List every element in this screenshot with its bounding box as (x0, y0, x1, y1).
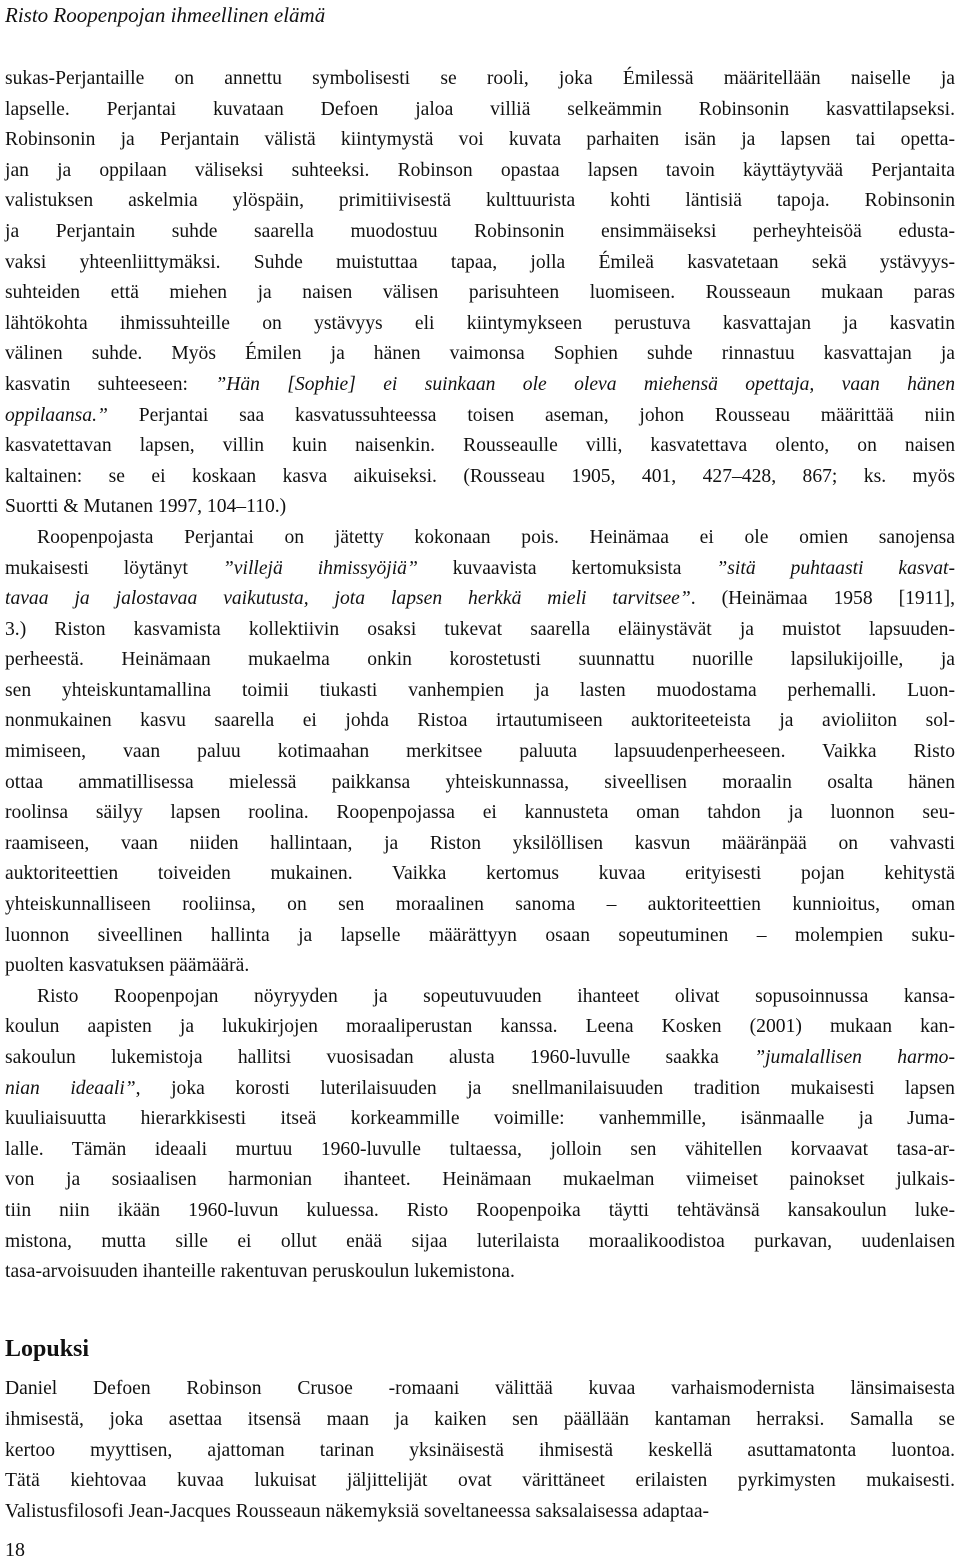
paragraph (5, 64, 955, 523)
text-line (5, 921, 955, 952)
italic-run: oppilaansa.” (5, 404, 108, 426)
text-line (5, 554, 955, 585)
text-run: sen yhteiskuntamallina toimii tiukasti vanhempien ja lasten muodostama perhemalli. Luon- (5, 679, 955, 701)
page-body (5, 64, 955, 1527)
text-line (5, 370, 955, 401)
text-line (5, 1257, 955, 1288)
text-run: nonmukainen kasvu saarella ei johda Ristoa irtautumiseen auktoriteeteista ja avioliiton sol- (5, 710, 955, 732)
text-run: luonnon siveellinen hallinta ja lapselle määrättyyn osaan sopeutuminen – molempien suku- (5, 924, 955, 946)
text-line (5, 339, 955, 370)
text-line (5, 125, 955, 156)
text-run: lalle. Tämän ideaali murtuu 1960-luvulle tultaessa, jolloin sen vähitellen korvaavat tasa-ar- (5, 1138, 955, 1160)
text-run: ihmisestä, joka asettaa itsensä maan ja kaiken sen päällään kantaman herraksi. Samalla se (5, 1408, 955, 1430)
text-run: roolinsa säilyy lapsen roolina. Roopenpojassa ei kannusteta oman tahdon ja luonnon seu- (5, 802, 955, 824)
text-line (5, 1466, 955, 1497)
text-run: suhteiden että miehen ja naisen välisen parisuhteen luomiseen. Rousseaun mukaan paras (5, 282, 955, 304)
text-run: jan ja oppilaan väliseksi suhteeksi. Robinson opastaa lapsen tavoin käyttäytyvää Perjantaita (5, 159, 955, 181)
text-line (5, 1043, 955, 1074)
text-line (5, 401, 955, 432)
text-run: Daniel Defoen Robinson Crusoe -romaani välittää kuvaa varhaismodernista länsimaisesta (5, 1378, 955, 1400)
text-line (5, 1405, 955, 1436)
text-run: Valistusfilosofi Jean-Jacques Rousseaun näkemyksiä soveltaneessa saksalaisessa adaptaa- (5, 1500, 710, 1522)
text-line (5, 1012, 955, 1043)
italic-run: ”Hän [Sophie] ei suinkaan ole oleva miehensä opettaja, vaan hänen (215, 373, 955, 395)
text-run: ottaa ammatillisessa mielessä paikkansa yhteiskunnassa, siveellisen moraalin osalta hänen (5, 771, 955, 793)
text-run: , joka korosti luterilaisuuden ja snellmanilaisuuden tradition mukaisesti lapsen (135, 1077, 955, 1099)
text-line (5, 768, 955, 799)
text-run: . (Heinämaa 1958 [1911], (690, 588, 955, 610)
text-run: Robinsonin ja Perjantain välistä kiintymystä voi kuvata parhaiten isän ja lapsen tai opetta- (5, 129, 955, 151)
text-run: kuvaavista kertomuksista (417, 557, 717, 579)
text-run: kertoo myyttisen, ajattoman tarinan yksinäisestä ihmisestä keskellä asuttamatonta luontoa. (5, 1439, 955, 1461)
text-line (5, 859, 955, 890)
text-line (5, 64, 955, 95)
text-line (5, 278, 955, 309)
text-run: Tätä kiehtovaa kuvaa lukuisat jäljittelijät ovat värittäneet erilaisten pyrkimysten mukaisesti. (5, 1470, 955, 1492)
text-run: Roopenpojasta Perjantai on jätetty kokonaan pois. Heinämaa ei ole omien sanojensa (37, 526, 955, 548)
text-run: 3.) Riston kasvamista kollektiivin osaksi tukevat saarella eläinystävät ja muistot lapsuuden- (5, 618, 955, 640)
text-line (5, 156, 955, 187)
text-run: tasa-arvoisuuden ihanteille rakentuvan peruskoulun lukemistona. (5, 1261, 515, 1283)
text-line (5, 523, 955, 554)
text-line (5, 737, 955, 768)
text-run: perheestä. Heinämaan mukaelma onkin korostetusti suunnattu nuorille lapsilukijoille, ja (5, 649, 955, 671)
text-line (5, 1196, 955, 1227)
text-run: mimiseen, vaan paluu kotimaahan merkitsee paluuta lapsuudenperheeseen. Vaikka Risto (5, 741, 955, 763)
text-line (5, 431, 955, 462)
spacer (5, 1288, 955, 1319)
text-run: yhteiskunnalliseen rooliinsa, on sen moraalinen sanoma – auktoriteettien kunnioitus, oman (5, 894, 955, 916)
text-line (5, 798, 955, 829)
italic-run: nian ideaali” (5, 1077, 136, 1099)
text-line (5, 1104, 955, 1135)
text-line (5, 1374, 955, 1405)
text-run: ja Perjantain suhde saarella muodostuu Robinsonin ensimmäiseksi perheyhteisöä edusta- (5, 220, 955, 242)
text-line (5, 186, 955, 217)
page-number: 18 (5, 1539, 25, 1561)
paragraph (5, 1374, 955, 1527)
text-line (5, 1165, 955, 1196)
text-run: sakoulun lukemistoja hallitsi vuosisadan alusta 1960-luvulle saakka (5, 1047, 755, 1068)
text-run: kasvatin suhteeseen: (5, 373, 216, 395)
text-line (5, 1497, 955, 1528)
text-line (5, 462, 955, 493)
text-run: sukas-Perjantaille on annettu symbolisesti se rooli, joka Émilessä määritellään naiselle ja (5, 68, 955, 89)
text-line (5, 584, 955, 615)
text-line (5, 676, 955, 707)
text-line (5, 492, 955, 523)
text-line (5, 95, 955, 126)
text-run: mukaisesti löytänyt (5, 557, 223, 579)
italic-run: ”sitä puhtaasti kasvat- (716, 557, 956, 579)
text-line (5, 1074, 955, 1105)
text-line (5, 706, 955, 737)
text-run: auktoriteettien toiveiden mukainen. Vaikka kertomus kuvaa erityisesti pojan kehitystä (5, 863, 955, 885)
text-run: valistuksen askelmia ylöspäin, primitiivisestä kulttuurista kohti läntisiä tapoja. Robinsonin (5, 190, 955, 212)
text-run: Suortti & Mutanen 1997, 104–110.) (5, 496, 287, 518)
text-run: Risto Roopenpojan nöyryyden ja sopeutuvuuden ihanteet olivat sopusoinnussa kansa- (37, 985, 955, 1007)
text-line (5, 1227, 955, 1258)
text-line (5, 645, 955, 676)
text-run: lapselle. Perjantai kuvataan Defoen jaloa villiä selkeämmin Robinsonin kasvattilapseksi. (5, 98, 955, 120)
text-run: kasvatettavan lapsen, villin kuin naisenkin. Rousseaulle villi, kasvatettava olento, on naisen (5, 435, 955, 457)
text-run: mistona, mutta sille ei ollut enää sijaa luterilaista moraalikoodistoa purkavan, uudenlaisen (5, 1230, 955, 1252)
section-heading: Lopuksi (5, 1336, 90, 1363)
text-line (5, 1135, 955, 1166)
text-run: välinen suhde. Myös Émilen ja hänen vaimonsa Sophien suhde rinnastuu kasvattajan ja (5, 343, 955, 365)
text-run: vaksi yhteenliittymäksi. Suhde muistuttaa tapaa, jolla Émileä kasvatetaan sekä ystävyys- (5, 251, 955, 273)
text-line (5, 951, 955, 982)
paragraph (5, 523, 955, 982)
text-line (5, 217, 955, 248)
text-line (5, 248, 955, 279)
italic-run: ”villejä ihmissyöjiä” (222, 557, 418, 579)
text-run: koulun aapisten ja lukukirjojen moraaliperustan kanssa. Leena Kosken (2001) mukaan kan- (5, 1016, 955, 1038)
text-run: lähtökohta ihmissuhteille on ystävyys eli kiintymykseen perustuva kasvattajan ja kasvatin (5, 312, 955, 334)
paragraph (5, 982, 955, 1288)
text-line (5, 890, 955, 921)
text-run: kuuliaisuutta hierarkkisesti itseä korkeammille voimille: vanhemmille, isänmaalle ja Juma- (5, 1108, 955, 1130)
text-run: Perjantai saa kasvatussuhteessa toisen aseman, johon Rousseau määrittää niin (107, 404, 955, 426)
text-run: von ja sosiaalisen harmonian ihanteet. Heinämaan mukaelman viimeiset painokset julkais- (5, 1169, 955, 1191)
text-run: tiin niin ikään 1960-luvun kuluessa. Risto Roopenpoika täytti tehtävänsä kansakoulun luke- (5, 1199, 955, 1221)
text-line (5, 615, 955, 646)
text-run: raamiseen, vaan niiden hallintaan, ja Riston yksilöllisen kasvun määränpää on vahvasti (5, 832, 955, 854)
italic-run: tavaa ja jalostavaa vaikutusta, jota lapsen herkkä mieli tarvitsee” (5, 588, 691, 610)
text-run: kaltainen: se ei koskaan kasva aikuiseksi. (Rousseau 1905, 401, 427–428, 867; ks. myös (5, 465, 955, 487)
text-line (5, 1436, 955, 1467)
text-run: puolten kasvatuksen päämäärä. (5, 955, 250, 977)
text-line (5, 829, 955, 860)
italic-run: ”jumalallisen harmo- (754, 1047, 956, 1068)
running-header: Risto Roopenpojan ihmeellinen elämä (5, 3, 326, 27)
text-line (5, 982, 955, 1013)
text-line (5, 309, 955, 340)
